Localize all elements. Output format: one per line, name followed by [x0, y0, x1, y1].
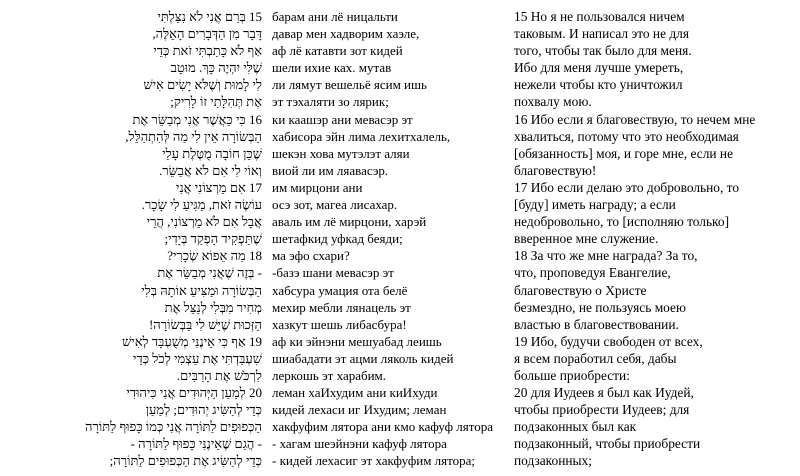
hebrew-line: אֲבָל אִם לֹא מֵרְצוֹנִי, הֲרֵי — [146, 214, 262, 230]
russian-line: [обязанность] моя, и горе мне, если не — [514, 145, 734, 161]
hebrew-line: לִי לָמוּת וְשֶׁלֹּא יָשִׂים אִישׁ — [143, 77, 262, 93]
hebrew-line: שֶׁתַּפְקִיד הָפְקַד בְּיָדִי; — [164, 231, 262, 247]
russian-line: безмездно, не пользуясь моею — [514, 299, 686, 315]
translit-line: леман хаИхудим ани киИхуди — [272, 385, 438, 401]
russian-line: подзаконный, чтобы приобрести — [514, 436, 701, 452]
translit-line: мехир мебли лянацель эт — [272, 299, 411, 315]
hebrew-line: 15 בְּרַם אֲנִי לֹא נִצַּלְתִּי — [157, 9, 262, 24]
russian-line: 16 Ибо если я благовествую, то нечем мне — [514, 111, 756, 127]
translit-line: шиабадати эт ацми ляколь кидей — [272, 350, 454, 366]
russian-line: нежели чтобы кто уничтожил — [514, 77, 683, 93]
russian-line: 18 За что же мне награда? За то, — [514, 248, 698, 264]
translit-line: эт тэхаляти зо лярик; — [272, 94, 389, 110]
hebrew-line: 16 כִּי כַּאֲשֶׁר אֲנִי מְבַשֵּׂר אֶת — [132, 111, 262, 127]
russian-line: Ибо для меня лучше умереть, — [514, 60, 684, 76]
russian-line: 20 для Иудеев я был как Иудей, — [514, 385, 694, 401]
translit-line: хазкут шешь либасбура! — [272, 316, 407, 332]
hebrew-line: - בְּזֶה שֶׁאֲנִי מְבַשֵּׂר אֶת — [157, 265, 262, 281]
translit-line: хабисора эйн лима лехитхалель, — [272, 128, 451, 144]
russian-line: того, чтобы так было для меня. — [514, 43, 692, 59]
russian-line: 19 Ибо, будучи свободен от всех, — [514, 333, 703, 349]
hebrew-line: אֶת תְּהִלָּתִי זוֹ לָרִיק; — [170, 94, 262, 110]
russian-line: подзаконных был как — [514, 419, 637, 435]
translit-line: ли лямут вешельё ясим ишь — [272, 77, 427, 93]
hebrew-line: דָּבָר מִן הַדְּבָרִים הָאֵלֶּה, — [152, 26, 262, 42]
translit-line: шели ихие ках. мутав — [272, 60, 392, 76]
translit-line: осэ зот, магеа лисахар. — [272, 197, 398, 213]
translit-line: - хагам шеэйнэни кафуф лятора — [272, 436, 447, 452]
hebrew-line: 19 אַף כִּי אֵינֶנִּי מְשֻׁעְבָּד לְאִישׁ — [122, 333, 262, 349]
hebrew-line: 18 מַה אֵפוֹא שְׂכָרִי? — [167, 248, 262, 264]
russian-line: больше приобрести: — [514, 367, 630, 383]
russian-column — [514, 8, 796, 470]
russian-line: 15 Но я не пользовался ничем — [514, 9, 685, 24]
translit-line: хабсура умация ота белё — [272, 282, 408, 298]
translit-line: ки каашэр ани мевасэр эт — [272, 111, 413, 127]
hebrew-line: שֶׁלִּי יִהְיֶה כָּךְ. מוּטָב — [170, 60, 262, 76]
translit-line: виой ли им ляавасэр. — [272, 162, 389, 178]
hebrew-line: - הֲגַם שֶׁאֵינֶנִּי כָּפוּף לַתּוֹרָה - — [130, 436, 262, 452]
translit-line: аф лё катавти зот кидей — [272, 43, 403, 59]
translit-line: барам ани лё ницальти — [272, 9, 398, 24]
russian-line: благовествую о Христе — [514, 282, 647, 298]
russian-line: [буду] иметь награду; а если — [514, 197, 676, 213]
hebrew-line: כְּדֵי לְהַשִּׂיג יְהוּדִים; לְמַעַן — [145, 402, 262, 418]
hebrew-line: לִרְכֹּשׁ אֶת הָרַבִּים. — [176, 367, 262, 383]
hebrew-column — [8, 8, 262, 470]
russian-line: похвалу мою. — [514, 94, 592, 110]
translit-line: им мирцони ани — [272, 179, 363, 195]
hebrew-line: וְאוֹי לִי אִם לֹא אֲבַשֵּׂר. — [158, 162, 262, 178]
russian-line: я всем поработил себя, дабы — [514, 350, 677, 366]
translit-line: -базэ шани мевасэр эт — [272, 265, 394, 281]
translit-line: хакфуфим лятора ани кмо кафуф лятора — [272, 419, 494, 435]
hebrew-line: שֶׁכֵּן חוֹבָה מֻטֶּלֶת עָלַי — [162, 145, 262, 161]
russian-line: 17 Ибо если делаю это добровольно, то — [514, 179, 740, 195]
russian-line: таковым. И написал это не для — [514, 26, 690, 42]
hebrew-line: 20 לְמַעַן הַיְּהוּדִים אֲנִי כִּיהוּדִי — [126, 385, 262, 401]
translit-line: аваль им лё мирцони, харэй — [272, 214, 427, 230]
russian-line: вверенное мне служение. — [514, 231, 659, 247]
translit-line: давар мен хадворим хаэле, — [272, 26, 420, 42]
russian-line: что, проповедуя Евангелие, — [514, 265, 671, 281]
russian-line: чтобы приобрести Иудеев; для — [514, 402, 690, 418]
russian-line: благовествую! — [514, 162, 597, 178]
russian-line: подзаконных; — [514, 453, 592, 469]
hebrew-line: הַבְּשׂוֹרָה וּמַצִּיעַ אוֹתָהּ בְּלִי — [141, 282, 262, 298]
translit-line: - кидей лехасиг эт хакфуфим лятора; — [272, 453, 476, 469]
hebrew-line: כְּדֵי לְהַשִּׂיג אֶת הַכְּפוּפִים לַתּוֹרָה; — [109, 453, 262, 469]
translit-line: ма эфо схари? — [272, 248, 350, 264]
russian-line: хвалиться, потому что это необходимая — [514, 128, 739, 144]
russian-line: властью в благовествовании. — [514, 316, 679, 332]
translit-line: шекэн хова мутэлэт аляи — [272, 145, 410, 161]
translit-line: шетафкид уфкад беяди; — [272, 231, 403, 247]
translit-line: кидей лехаси иг Ихудим; леман — [272, 402, 447, 418]
transliteration-column — [272, 8, 502, 470]
hebrew-line: שִׁעְבַּדְתִּי אֶת עַצְמִי לְכֹל כְּדֵי — [133, 350, 262, 366]
hebrew-line: מְחִיר מִבְּלִי לְנַצֵּל אֶת — [164, 299, 262, 315]
hebrew-line: 17 אִם מֵרְצוֹנִי אֲנִי — [176, 179, 262, 195]
russian-line: недобровольно, то [исполняю только] — [514, 214, 730, 230]
hebrew-line: הַבְּשׂוֹרָה אֵין לִי מַה לְּהִתְהַלֵּל, — [125, 128, 262, 144]
translit-line: аф ки эйнэни мешуабад леишь — [272, 333, 442, 349]
hebrew-line: עוֹשֶׂה זֹאת, מַגִּיעַ לִי שָׂכָר. — [141, 197, 262, 213]
translit-line: леркошь эт харабим. — [272, 367, 387, 383]
hebrew-line: הַזְּכוּת שֶׁיֵּשׁ לִי בַּבְּשׂוֹרָה! — [148, 316, 262, 332]
hebrew-line: הַכְּפוּפִים לַתּוֹרָה אֲנִי כְּמוֹ כָּפוּף לַתּוֹרָה — [85, 419, 262, 435]
hebrew-line: אַף לֹא כָּתַבְתִּי זֹאת כְּדֵי — [153, 43, 262, 59]
